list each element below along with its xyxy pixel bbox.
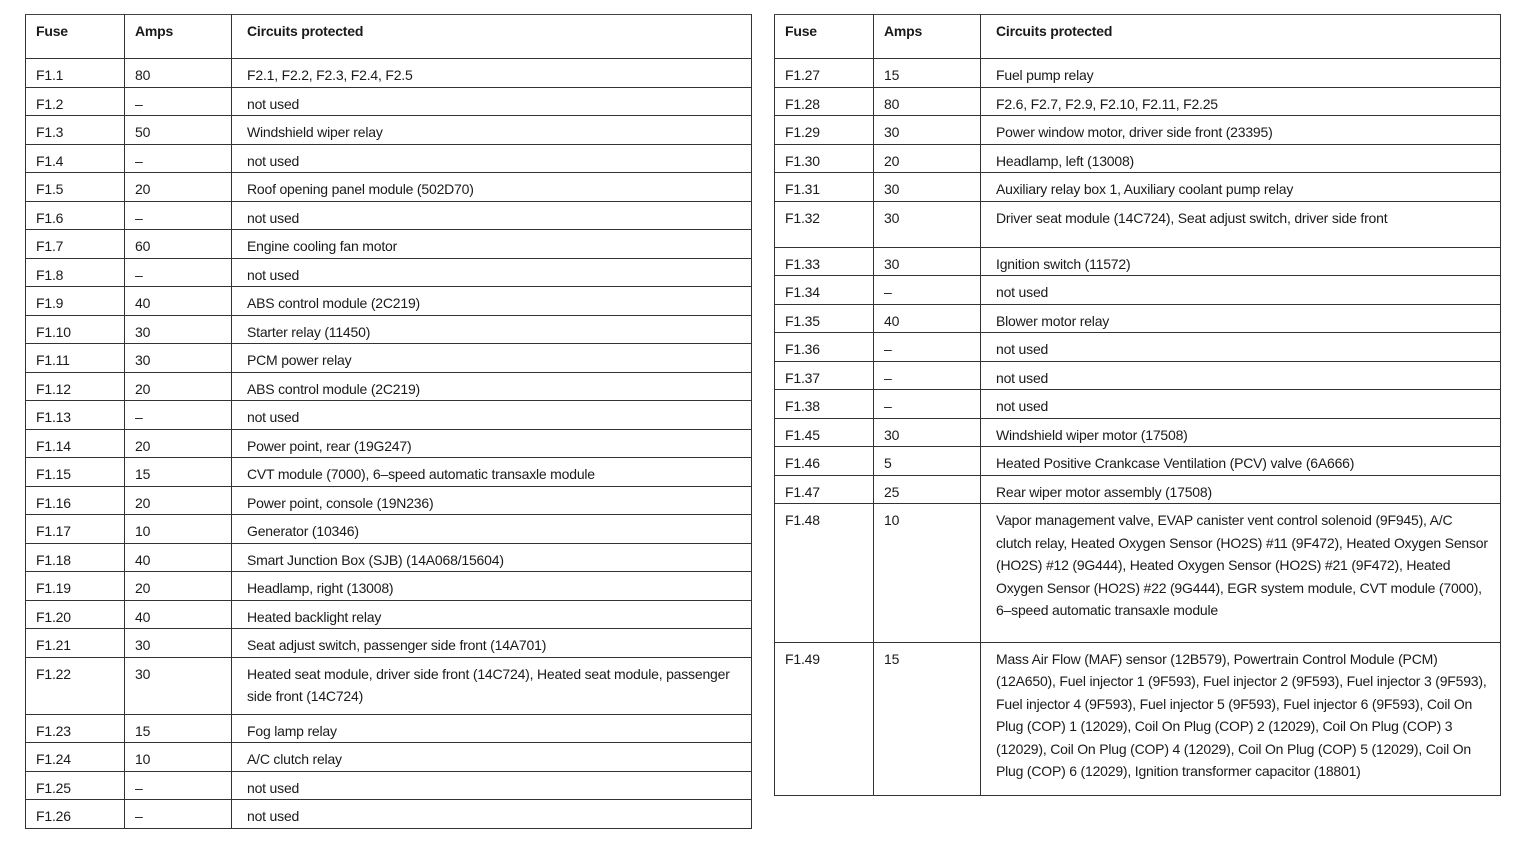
amps-cell: 30 (874, 201, 981, 247)
amps-cell: – (874, 276, 981, 305)
circuits-cell: Seat adjust switch, passenger side front (14A701) (232, 629, 752, 658)
amps-cell: 50 (125, 116, 232, 145)
circuits-cell: Auxiliary relay box 1, Auxiliary coolant pump relay (981, 173, 1501, 202)
amps-cell: 30 (874, 116, 981, 145)
circuits-cell: Heated backlight relay (232, 600, 752, 629)
amps-cell: – (125, 771, 232, 800)
header-circuits: Circuits protected (981, 15, 1501, 59)
fuse-cell: F1.31 (775, 173, 874, 202)
circuits-cell: Headlamp, right (13008) (232, 572, 752, 601)
header-fuse: Fuse (775, 15, 874, 59)
circuits-cell: not used (232, 401, 752, 430)
fuse-cell: F1.9 (26, 287, 125, 316)
fuse-cell: F1.37 (775, 361, 874, 390)
table-header-row (775, 15, 1501, 59)
amps-cell: 30 (125, 344, 232, 373)
table-row (775, 333, 1501, 362)
amps-cell: 15 (874, 642, 981, 795)
fuse-cell: F1.28 (775, 87, 874, 116)
table-row (26, 515, 752, 544)
circuits-cell: ABS control module (2C219) (232, 287, 752, 316)
table-row (26, 59, 752, 88)
table-row (775, 59, 1501, 88)
table-body-right (775, 59, 1501, 796)
circuits-cell: Smart Junction Box (SJB) (14A068/15604) (232, 543, 752, 572)
header-circuits: Circuits protected (232, 15, 752, 59)
circuits-cell: Heated Positive Crankcase Ventilation (PCV) valve (6A666) (981, 447, 1501, 476)
amps-cell: 80 (874, 87, 981, 116)
fuse-cell: F1.35 (775, 304, 874, 333)
table-row (775, 201, 1501, 247)
table-body-left (26, 59, 752, 829)
table-row (26, 629, 752, 658)
circuits-cell: not used (981, 361, 1501, 390)
amps-cell: 30 (125, 657, 232, 714)
amps-cell: 20 (125, 429, 232, 458)
amps-cell: 30 (874, 418, 981, 447)
circuits-cell: Heated seat module, driver side front (14C724), Heated seat module, passenger side front (14C724) (232, 657, 752, 714)
circuits-cell: Windshield wiper motor (17508) (981, 418, 1501, 447)
circuits-cell: Engine cooling fan motor (232, 230, 752, 259)
fuse-table-left (25, 14, 752, 829)
amps-cell: 40 (125, 600, 232, 629)
fuse-cell: F1.17 (26, 515, 125, 544)
circuits-cell: PCM power relay (232, 344, 752, 373)
table-row (26, 258, 752, 287)
fuse-cell: F1.6 (26, 201, 125, 230)
fuse-cell: F1.1 (26, 59, 125, 88)
table-row (775, 390, 1501, 419)
fuse-cell: F1.25 (26, 771, 125, 800)
fuse-cell: F1.29 (775, 116, 874, 145)
fuse-cell: F1.14 (26, 429, 125, 458)
fuse-cell: F1.7 (26, 230, 125, 259)
table-row (775, 504, 1501, 643)
table-row (26, 315, 752, 344)
circuits-cell: Driver seat module (14C724), Seat adjust switch, driver side front (981, 201, 1501, 247)
header-amps: Amps (874, 15, 981, 59)
amps-cell: – (125, 201, 232, 230)
table-row (26, 372, 752, 401)
table-row (26, 800, 752, 829)
amps-cell: 10 (874, 504, 981, 643)
circuits-cell: Fog lamp relay (232, 714, 752, 743)
circuits-cell: Power point, rear (19G247) (232, 429, 752, 458)
table-row (26, 657, 752, 714)
fuse-cell: F1.30 (775, 144, 874, 173)
circuits-cell: not used (232, 258, 752, 287)
fuse-cell: F1.4 (26, 144, 125, 173)
circuits-cell: not used (232, 87, 752, 116)
amps-cell: – (125, 401, 232, 430)
circuits-cell: Starter relay (11450) (232, 315, 752, 344)
circuits-cell: Vapor management valve, EVAP canister vent control solenoid (9F945), A/C clutch relay, Heated Oxygen Sensor (HO2S) #11 (9F472), Heated Oxygen Sensor (HO2S) #12 (9G444), Heated Oxygen Sensor (HO2S) #21 (9F472), Heated Oxygen Sensor (HO2S) #22 (9G444), EGR system module, CVT module (7000), 6–speed automatic transaxle module (981, 504, 1501, 643)
circuits-cell: F2.1, F2.2, F2.3, F2.4, F2.5 (232, 59, 752, 88)
amps-cell: 60 (125, 230, 232, 259)
circuits-cell: Blower motor relay (981, 304, 1501, 333)
fuse-cell: F1.32 (775, 201, 874, 247)
amps-cell: 20 (125, 486, 232, 515)
amps-cell: 30 (874, 247, 981, 276)
table-row (775, 87, 1501, 116)
table-row (26, 144, 752, 173)
circuits-cell: A/C clutch relay (232, 743, 752, 772)
circuits-cell: Generator (10346) (232, 515, 752, 544)
amps-cell: 15 (125, 714, 232, 743)
fuse-cell: F1.46 (775, 447, 874, 476)
table-row (26, 173, 752, 202)
fuse-cell: F1.23 (26, 714, 125, 743)
table-row (26, 201, 752, 230)
fuse-cell: F1.22 (26, 657, 125, 714)
fuse-cell: F1.3 (26, 116, 125, 145)
circuits-cell: not used (232, 201, 752, 230)
fuse-cell: F1.49 (775, 642, 874, 795)
table-row (775, 361, 1501, 390)
table-header-row (26, 15, 752, 59)
circuits-cell: Windshield wiper relay (232, 116, 752, 145)
amps-cell: 15 (874, 59, 981, 88)
amps-cell: 20 (125, 173, 232, 202)
amps-cell: 40 (125, 287, 232, 316)
fuse-cell: F1.45 (775, 418, 874, 447)
fuse-cell: F1.38 (775, 390, 874, 419)
fuse-cell: F1.15 (26, 458, 125, 487)
table-row (26, 344, 752, 373)
table-row (26, 287, 752, 316)
circuits-cell: Rear wiper motor assembly (17508) (981, 475, 1501, 504)
fuse-cell: F1.19 (26, 572, 125, 601)
fuse-cell: F1.11 (26, 344, 125, 373)
circuits-cell: ABS control module (2C219) (232, 372, 752, 401)
amps-cell: – (125, 144, 232, 173)
amps-cell: – (874, 390, 981, 419)
fuse-cell: F1.48 (775, 504, 874, 643)
table-row (775, 173, 1501, 202)
header-amps: Amps (125, 15, 232, 59)
fuse-cell: F1.20 (26, 600, 125, 629)
amps-cell: 40 (125, 543, 232, 572)
amps-cell: 25 (874, 475, 981, 504)
amps-cell: 30 (125, 315, 232, 344)
fuse-cell: F1.47 (775, 475, 874, 504)
fuse-cell: F1.21 (26, 629, 125, 658)
table-row (775, 144, 1501, 173)
amps-cell: – (125, 258, 232, 287)
fuse-cell: F1.13 (26, 401, 125, 430)
table-row (26, 429, 752, 458)
amps-cell: 5 (874, 447, 981, 476)
amps-cell: 80 (125, 59, 232, 88)
amps-cell: 10 (125, 515, 232, 544)
circuits-cell: Ignition switch (11572) (981, 247, 1501, 276)
fuse-cell: F1.33 (775, 247, 874, 276)
circuits-cell: CVT module (7000), 6–speed automatic transaxle module (232, 458, 752, 487)
table-row (775, 247, 1501, 276)
fuse-cell: F1.5 (26, 173, 125, 202)
table-row (26, 771, 752, 800)
fuse-cell: F1.10 (26, 315, 125, 344)
table-row (775, 642, 1501, 795)
circuits-cell: not used (981, 390, 1501, 419)
table-row (26, 87, 752, 116)
fuse-cell: F1.8 (26, 258, 125, 287)
fuse-cell: F1.36 (775, 333, 874, 362)
amps-cell: 40 (874, 304, 981, 333)
fuse-table-right (774, 14, 1501, 796)
amps-cell: 10 (125, 743, 232, 772)
fuse-cell: F1.27 (775, 59, 874, 88)
fuse-cell: F1.26 (26, 800, 125, 829)
circuits-cell: Headlamp, left (13008) (981, 144, 1501, 173)
table-row (26, 116, 752, 145)
circuits-cell: Power window motor, driver side front (23395) (981, 116, 1501, 145)
circuits-cell: not used (981, 276, 1501, 305)
table-row (26, 714, 752, 743)
amps-cell: 20 (874, 144, 981, 173)
table-row (26, 600, 752, 629)
header-fuse: Fuse (26, 15, 125, 59)
circuits-cell: not used (232, 800, 752, 829)
circuits-cell: Fuel pump relay (981, 59, 1501, 88)
amps-cell: – (874, 333, 981, 362)
table-row (775, 116, 1501, 145)
table-row (775, 418, 1501, 447)
table-row (775, 304, 1501, 333)
circuits-cell: not used (232, 771, 752, 800)
table-row (775, 276, 1501, 305)
table-row (775, 447, 1501, 476)
table-row (26, 458, 752, 487)
fuse-cell: F1.18 (26, 543, 125, 572)
fuse-cell: F1.12 (26, 372, 125, 401)
amps-cell: – (125, 87, 232, 116)
table-row (26, 572, 752, 601)
table-row (26, 543, 752, 572)
amps-cell: – (125, 800, 232, 829)
fuse-cell: F1.16 (26, 486, 125, 515)
fuse-cell: F1.2 (26, 87, 125, 116)
table-row (26, 743, 752, 772)
table-row (26, 401, 752, 430)
amps-cell: 30 (874, 173, 981, 202)
table-row (26, 230, 752, 259)
amps-cell: 15 (125, 458, 232, 487)
amps-cell: 30 (125, 629, 232, 658)
table-row (26, 486, 752, 515)
circuits-cell: Power point, console (19N236) (232, 486, 752, 515)
circuits-cell: not used (981, 333, 1501, 362)
fuse-cell: F1.24 (26, 743, 125, 772)
fuse-cell: F1.34 (775, 276, 874, 305)
table-row (775, 475, 1501, 504)
amps-cell: 20 (125, 372, 232, 401)
circuits-cell: Mass Air Flow (MAF) sensor (12B579), Powertrain Control Module (PCM) (12A650), Fuel injector 1 (9F593), Fuel injector 2 (9F593), Fuel injector 3 (9F593), Fuel injector 4 (9F593), Fuel injector 5 (9F593), Fuel injector 6 (9F593), Coil On Plug (COP) 1 (12029), Coil On Plug (COP) 2 (12029), Coil On Plug (COP) 3 (12029), Coil On Plug (COP) 4 (12029), Coil On Plug (COP) 5 (12029), Coil On Plug (COP) 6 (12029), Ignition transformer capacitor (18801) (981, 642, 1501, 795)
circuits-cell: not used (232, 144, 752, 173)
circuits-cell: Roof opening panel module (502D70) (232, 173, 752, 202)
circuits-cell: F2.6, F2.7, F2.9, F2.10, F2.11, F2.25 (981, 87, 1501, 116)
amps-cell: 20 (125, 572, 232, 601)
amps-cell: – (874, 361, 981, 390)
